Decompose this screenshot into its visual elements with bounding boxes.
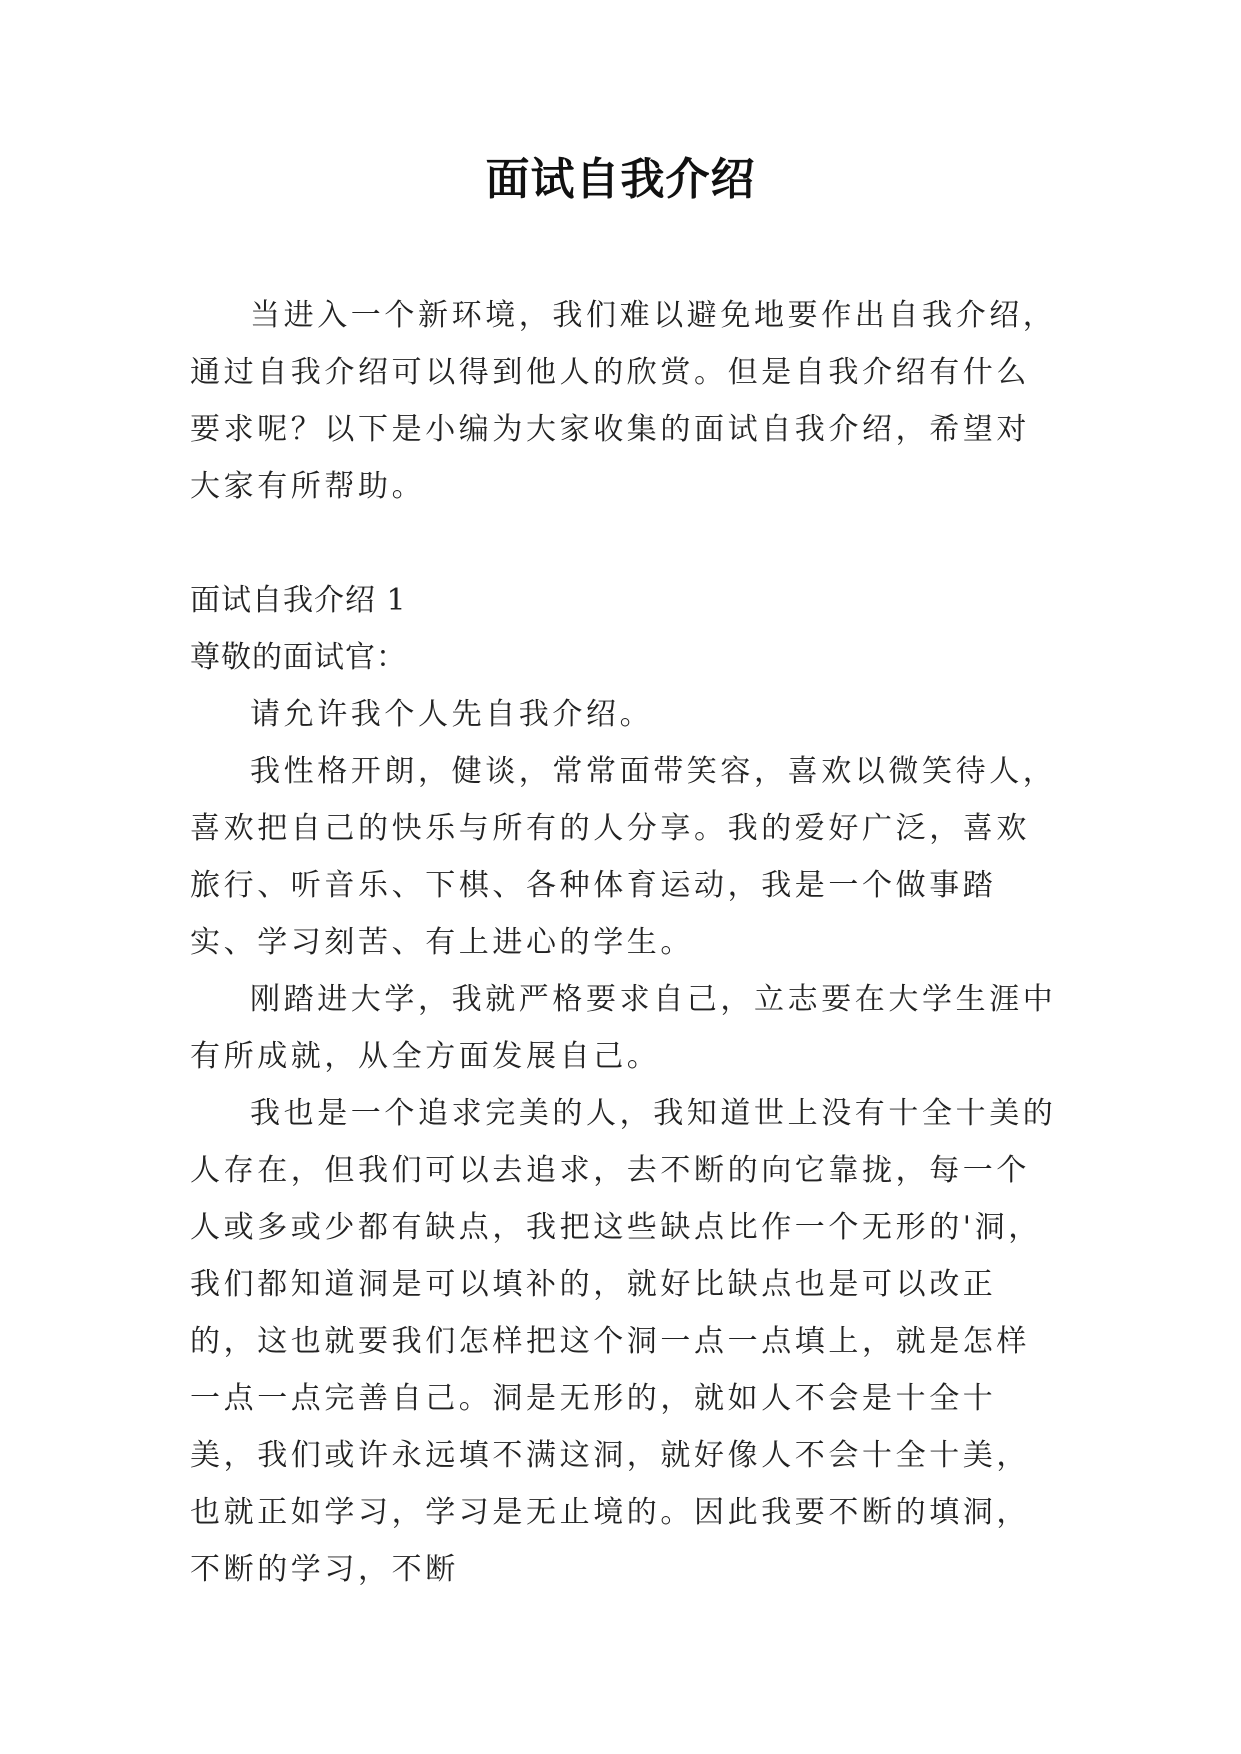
document-title: 面试自我介绍	[485, 154, 756, 205]
document-body	[190, 287, 1060, 1598]
body-paragraph: 刚踏进大学，我就严格要求自己，立志要在大学生涯中有所成就，从全方面发展自己。	[190, 982, 1057, 1074]
salutation: 尊敬的面试官：	[190, 640, 407, 675]
body-paragraph: 我性格开朗，健谈，常常面带笑容，喜欢以微笑待人，喜欢把自己的快乐与所有的人分享。我的爱好广泛，喜欢旅行、听音乐、下棋、各种体育运动，我是一个做事踏实、学习刻苦、有上进心的学生。	[190, 754, 1057, 960]
section-heading: 面试自我介绍 1	[190, 583, 407, 618]
body-paragraph: 请允许我个人先自我介绍。	[250, 697, 654, 732]
paragraph-spacer	[190, 515, 1060, 572]
intro-paragraph: 当进入一个新环境，我们难以避免地要作出自我介绍，通过自我介绍可以得到他人的欣赏。但是自我介绍有什么要求呢？以下是小编为大家收集的面试自我介绍，希望对大家有所帮助。	[190, 298, 1057, 504]
body-paragraph: 我也是一个追求完美的人，我知道世上没有十全十美的人存在，但我们可以去追求，去不断的向它靠拢，每一个人或多或少都有缺点，我把这些缺点比作一个无形的'洞，我们都知道洞是可以填补的，就好比缺点也是可以改正的，这也就要我们怎样把这个洞一点一点填上，就是怎样一点一点完善自己。洞是无形的，就如人不会是十全十美，我们或许永远填不满这洞，就好像人不会十全十美，也就正如学习，学习是无止境的。因此我要不断的填洞，不断的学习，不断	[190, 1096, 1057, 1587]
